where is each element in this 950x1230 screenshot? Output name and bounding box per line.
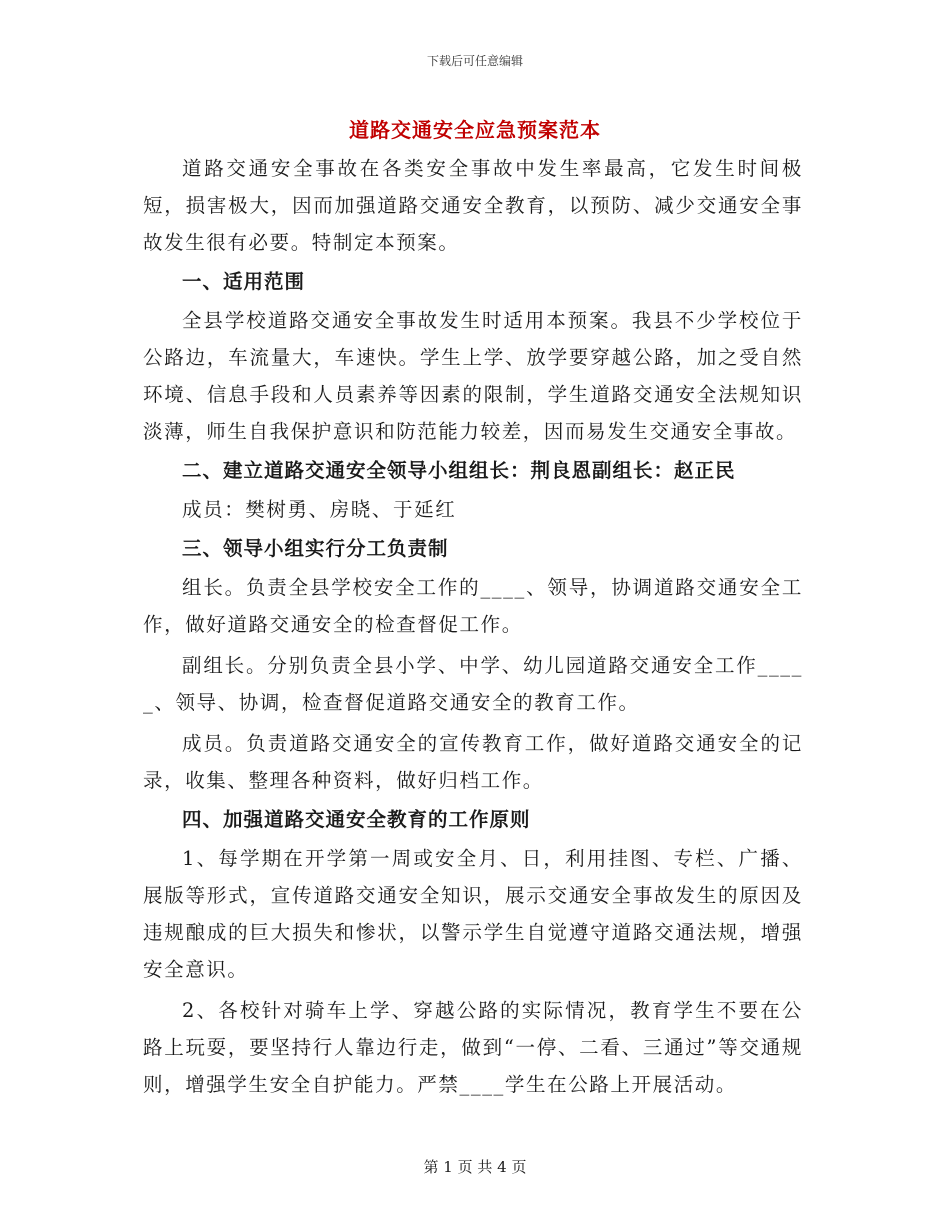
principle-item-1: 1、每学期在开学第一周或安全月、日，利用挂图、专栏、广播、展版等形式，宣传道路交通安全知识，展示交通安全事故发生的原因及违规酿成的巨大损失和惨状，以警示学生自觉遵守道路交通法规，增强安全意识。 [143,847,803,981]
leader-duty-paragraph: 组长。负责全县学校安全工作的____、领导，协调道路交通安全工作，做好道路交通安全的检查督促工作。 [143,576,803,636]
member-duty-paragraph: 成员。负责道路交通安全的宣传教育工作，做好道路交通安全的记录，收集、整理各种资料，做好归档工作。 [143,732,803,792]
document-body [143,150,803,1103]
section-heading-principles: 四、加强道路交通安全教育的工作原则 [182,808,531,831]
scope-paragraph: 全县学校道路交通安全事故发生时适用本预案。我县不少学校位于公路边，车流量大，车速快。学生上学、放学要穿越公路，加之受自然环境、信息手段和人员素养等因素的限制，学生道路交通安全法规知识淡薄，师生自我保护意识和防范能力较差，因而易发生交通安全事故。 [143,309,803,443]
section-heading-responsibility: 三、领导小组实行分工负责制 [182,537,449,560]
section-heading-leadership-group: 二、建立道路交通安全领导小组组长：荆良恩副组长：赵正民 [182,459,736,482]
members-paragraph: 成员：樊树勇、房晓、于延红 [182,498,457,521]
deputy-duty-paragraph: 副组长。分别负责全县小学、中学、幼儿园道路交通安全工作_____、领导、协调，检查督促道路交通安全的教育工作。 [143,654,803,714]
document-title: 道路交通安全应急预案范本 [349,118,601,142]
principle-item-2: 2、各校针对骑车上学、穿越公路的实际情况，教育学生不要在公路上玩耍，要坚持行人靠边行走，做到“一停、二看、三通过”等交通规则，增强学生安全自护能力。严禁____学生在公路上开展活动。 [143,999,803,1096]
intro-paragraph: 道路交通安全事故在各类安全事故中发生率最高，它发生时间极短，损害极大，因而加强道路交通安全教育，以预防、减少交通安全事故发生很有必要。特制定本预案。 [143,157,803,254]
section-heading-scope: 一、适用范围 [182,270,306,293]
page-header-note: 下载后可任意编辑 [426,54,523,68]
page-number: 第 1 页 共 4 页 [423,1158,527,1176]
